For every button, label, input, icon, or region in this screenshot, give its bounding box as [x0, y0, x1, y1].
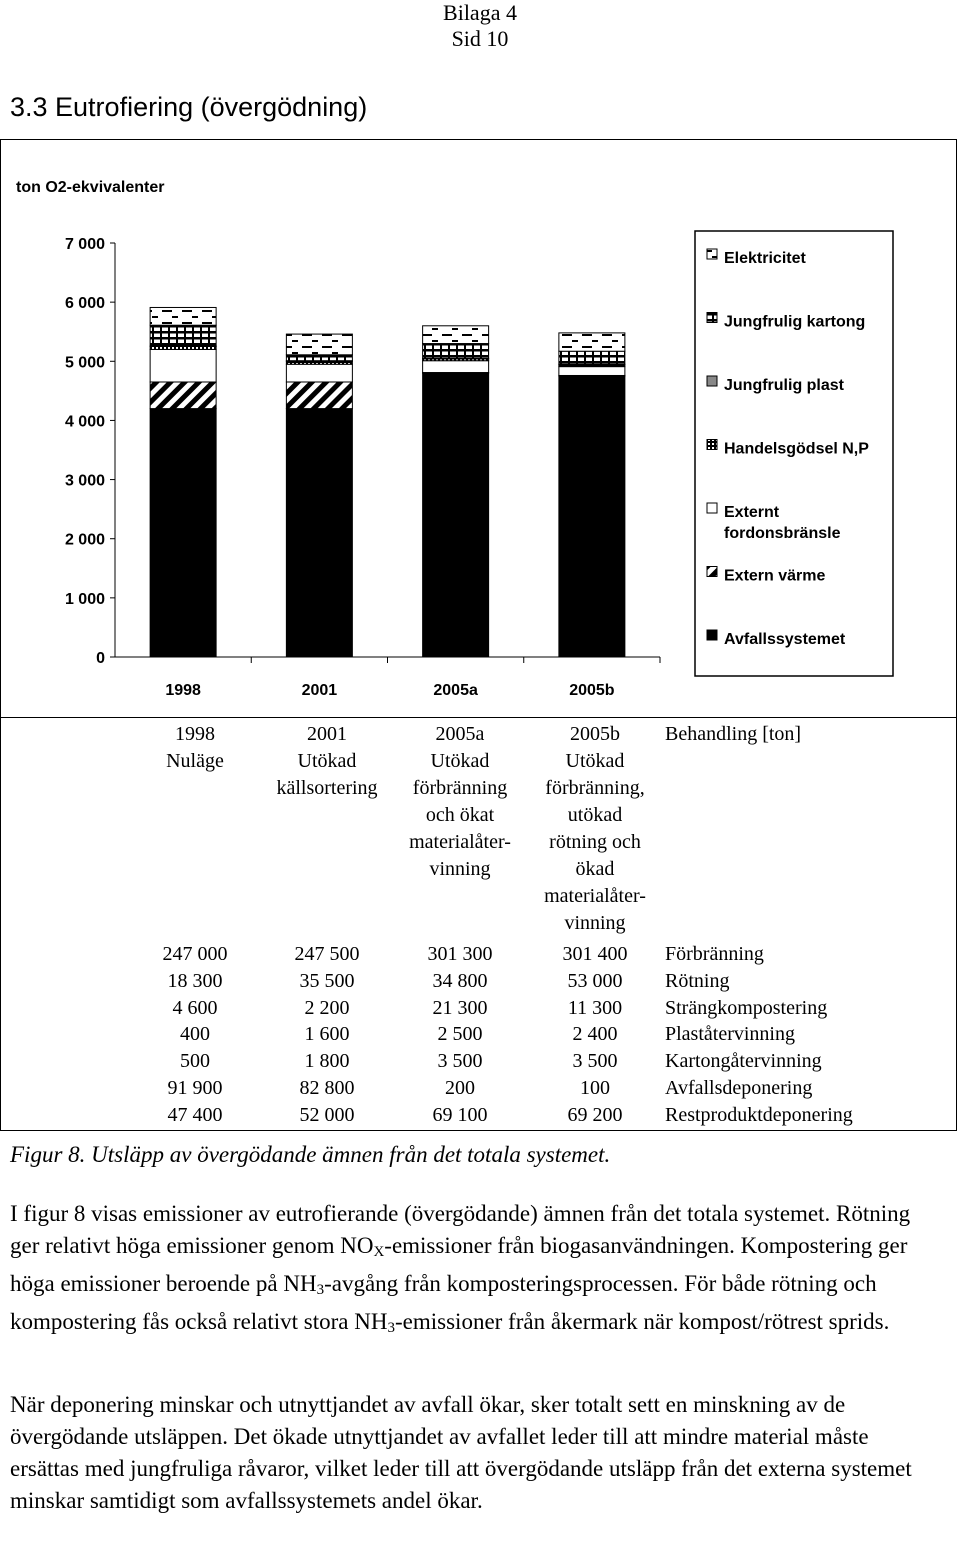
- legend-label: Extern värme: [724, 567, 826, 585]
- bar-segment: [286, 382, 352, 409]
- table-cell-value: 53 000: [567, 969, 623, 992]
- paragraph-1: [10, 1198, 940, 1344]
- legend-swatch: [707, 376, 717, 386]
- appendix-label: Bilaga 4: [443, 0, 517, 25]
- table-cell-value: 82 800: [299, 1077, 355, 1099]
- table-cell-value: 35 500: [299, 969, 355, 992]
- table-cell-value: 247 500: [294, 943, 360, 965]
- table-header-line: 2001: [307, 723, 347, 745]
- legend-label: Elektricitet: [724, 250, 806, 267]
- table-cell-value: 69 200: [567, 1103, 623, 1126]
- table-header-1998: [140, 721, 250, 775]
- bar-segment: [423, 361, 489, 373]
- bar-segment: [150, 409, 216, 657]
- table-cell-value: 500: [180, 1050, 210, 1073]
- table-header-line: förbränning: [412, 777, 508, 799]
- bar-segment: [559, 376, 625, 657]
- bar-segment: [559, 333, 625, 351]
- table-cell-value: 3 500: [572, 1050, 618, 1073]
- table-cell-value: 91 900: [167, 1077, 223, 1099]
- table-header-2005b: [530, 721, 660, 937]
- table-header-line: vinning: [429, 858, 491, 880]
- table-cell-treatment: Kartongåtervinning: [665, 1050, 822, 1073]
- table-cell-value: 47 400: [167, 1103, 223, 1126]
- bar-segment: [150, 382, 216, 409]
- legend-label: Avfallssystemet: [724, 631, 846, 648]
- table-cell-treatment: Rötning: [665, 969, 730, 992]
- legend-swatch: [707, 440, 717, 450]
- table-cell-value: 69 100: [432, 1103, 488, 1126]
- legend-label: Jungfrulig kartong: [724, 313, 866, 331]
- table-cell-value: 2 400: [572, 1023, 618, 1046]
- table-header-line: 1998: [175, 723, 215, 745]
- table-header-line: 2005a: [435, 723, 485, 745]
- paragraph-1-text-b: -emissioner från biogasanvändningen. Kompostering ger höga emissioner beroende på NH: [10, 1233, 908, 1296]
- bar-segment: [286, 364, 352, 382]
- bar-segment: [286, 409, 352, 657]
- y-tick-label: 2 000: [64, 531, 105, 549]
- table-cell-value: 21 300: [432, 996, 488, 1019]
- table-header-2005a: [395, 721, 525, 883]
- bar-segment: [150, 325, 216, 346]
- table-cell-value: 200: [445, 1077, 475, 1099]
- table-cell-value: 400: [180, 1023, 210, 1046]
- table-cell-treatment: Avfallsdeponering: [665, 1077, 813, 1099]
- y-axis-title: ton O2-ekvivalenter: [16, 179, 165, 196]
- legend-label: Externt: [724, 504, 780, 521]
- table-header-line: Utökad: [297, 750, 357, 772]
- bar-segment: [423, 344, 489, 359]
- bar-segment: [423, 326, 489, 344]
- table-cell-value: 18 300: [167, 969, 223, 992]
- paragraph-1-text-d: -emissioner från åkermark när kompost/rötrest sprids.: [395, 1309, 890, 1334]
- y-tick-label: 6 000: [64, 295, 105, 313]
- legend-swatch: [707, 249, 717, 259]
- legend-swatch: [707, 567, 717, 577]
- x-tick-label: 2001: [301, 682, 338, 699]
- page-header: [430, 0, 530, 52]
- table-header-2001: [262, 721, 392, 802]
- table-cell-value: 301 400: [562, 943, 628, 965]
- subscript-3: 3: [316, 1282, 325, 1298]
- table-cell-value: 4 600: [172, 996, 218, 1019]
- bar-segment: [150, 349, 216, 382]
- x-tick-label: 1998: [165, 682, 201, 699]
- table-cell-treatment: Restproduktdeponering: [665, 1103, 853, 1126]
- table-cell-value: 11 300: [567, 996, 623, 1019]
- bar-segment: [559, 367, 625, 376]
- y-tick-label: 7 000: [64, 236, 105, 253]
- table-cell-value: 3 500: [437, 1050, 483, 1073]
- table-header-line: och ökat: [425, 804, 495, 826]
- page-number: Sid 10: [451, 26, 509, 51]
- table-header-line: ökad: [575, 858, 615, 880]
- bar-segment: [286, 334, 352, 355]
- paragraph-1-text-a: I figur 8 visas emissioner av eutrofierande (övergödande) ämnen från det totala systemet. Rötning ger relativt höga emissioner genom NO: [10, 1201, 911, 1258]
- legend-swatch: [707, 313, 717, 323]
- table-cell-value: 1 800: [304, 1050, 350, 1073]
- table-header-treatment: [665, 721, 865, 748]
- table-header-line: rötning och: [549, 831, 641, 853]
- table-header-line: källsortering: [276, 777, 378, 799]
- y-tick-label: 4 000: [64, 413, 105, 431]
- table-header-line: materialåter-: [409, 831, 511, 853]
- stacked-bar-chart: [0, 139, 957, 717]
- table-cell-treatment: Strängkompostering: [665, 996, 828, 1019]
- table-cell-value: 247 000: [162, 943, 228, 965]
- y-tick-label: 3 000: [64, 472, 105, 490]
- table-header-line: materialåter-: [544, 885, 646, 907]
- table-cell-value: 34 800: [432, 969, 488, 992]
- table-cell-value: 1 600: [304, 1023, 350, 1046]
- table-cell-value: 2 200: [304, 996, 350, 1019]
- table-header-line: 2005b: [570, 723, 620, 745]
- x-tick-label: 2005a: [433, 682, 478, 699]
- table-header-line: Nuläge: [166, 750, 224, 772]
- table-cell-value: 100: [580, 1077, 610, 1099]
- paragraph-2: När deponering minskar och utnyttjandet av avfall ökar, sker totalt sett en minskning av de övergödande utsläppen. Det ökade utnyttjandet av avfallet leder till att mindre material måste ersättas med jungfruliga råvaror, vilket leder till att övergödande utsläpp från det externa systemet minskar samtidigt som avfallssystemets andel ökar.: [10, 1392, 912, 1513]
- table-cell-treatment: Plaståtervinning: [665, 1023, 795, 1046]
- table-cell-value: 301 300: [427, 943, 493, 965]
- y-tick-label: 1 000: [64, 590, 105, 608]
- legend-label: Jungfrulig plast: [724, 377, 844, 394]
- table-header-line: vinning: [564, 912, 626, 934]
- legend-swatch: [707, 503, 717, 513]
- table-header-line: Utökad: [430, 750, 490, 772]
- table-cell-treatment: Förbränning: [665, 943, 764, 965]
- subscript-3b: 3: [387, 1320, 395, 1336]
- table-header-line: förbränning,: [545, 777, 645, 799]
- y-tick-label: 5 000: [64, 354, 105, 372]
- table-cell-value: 2 500: [437, 1023, 483, 1046]
- bar-segment: [559, 351, 625, 364]
- paragraph-1-text-c: -avgång från komposteringsprocessen. För både rötning och kompostering fås också relativt stora NH: [10, 1271, 877, 1334]
- bar-segment: [150, 307, 216, 325]
- table-header-line: Behandling [ton]: [665, 723, 802, 745]
- legend-swatch: [707, 630, 717, 640]
- legend-label: fordonsbränsle: [724, 525, 841, 542]
- section-title: 3.3 Eutrofiering (övergödning): [10, 92, 368, 122]
- subscript-x: X: [373, 1244, 385, 1260]
- table-cell-value: 52 000: [299, 1103, 355, 1126]
- x-tick-label: 2005b: [569, 682, 615, 699]
- legend-label: Handelsgödsel N,P: [724, 440, 869, 458]
- table-header-line: Utökad: [565, 750, 625, 772]
- figure-caption: Figur 8. Utsläpp av övergödande ämnen från det totala systemet.: [10, 1142, 611, 1167]
- bar-segment: [423, 373, 489, 657]
- bar-segment: [286, 355, 352, 361]
- table-header-line: utökad: [567, 804, 623, 826]
- y-tick-label: 0: [96, 650, 105, 667]
